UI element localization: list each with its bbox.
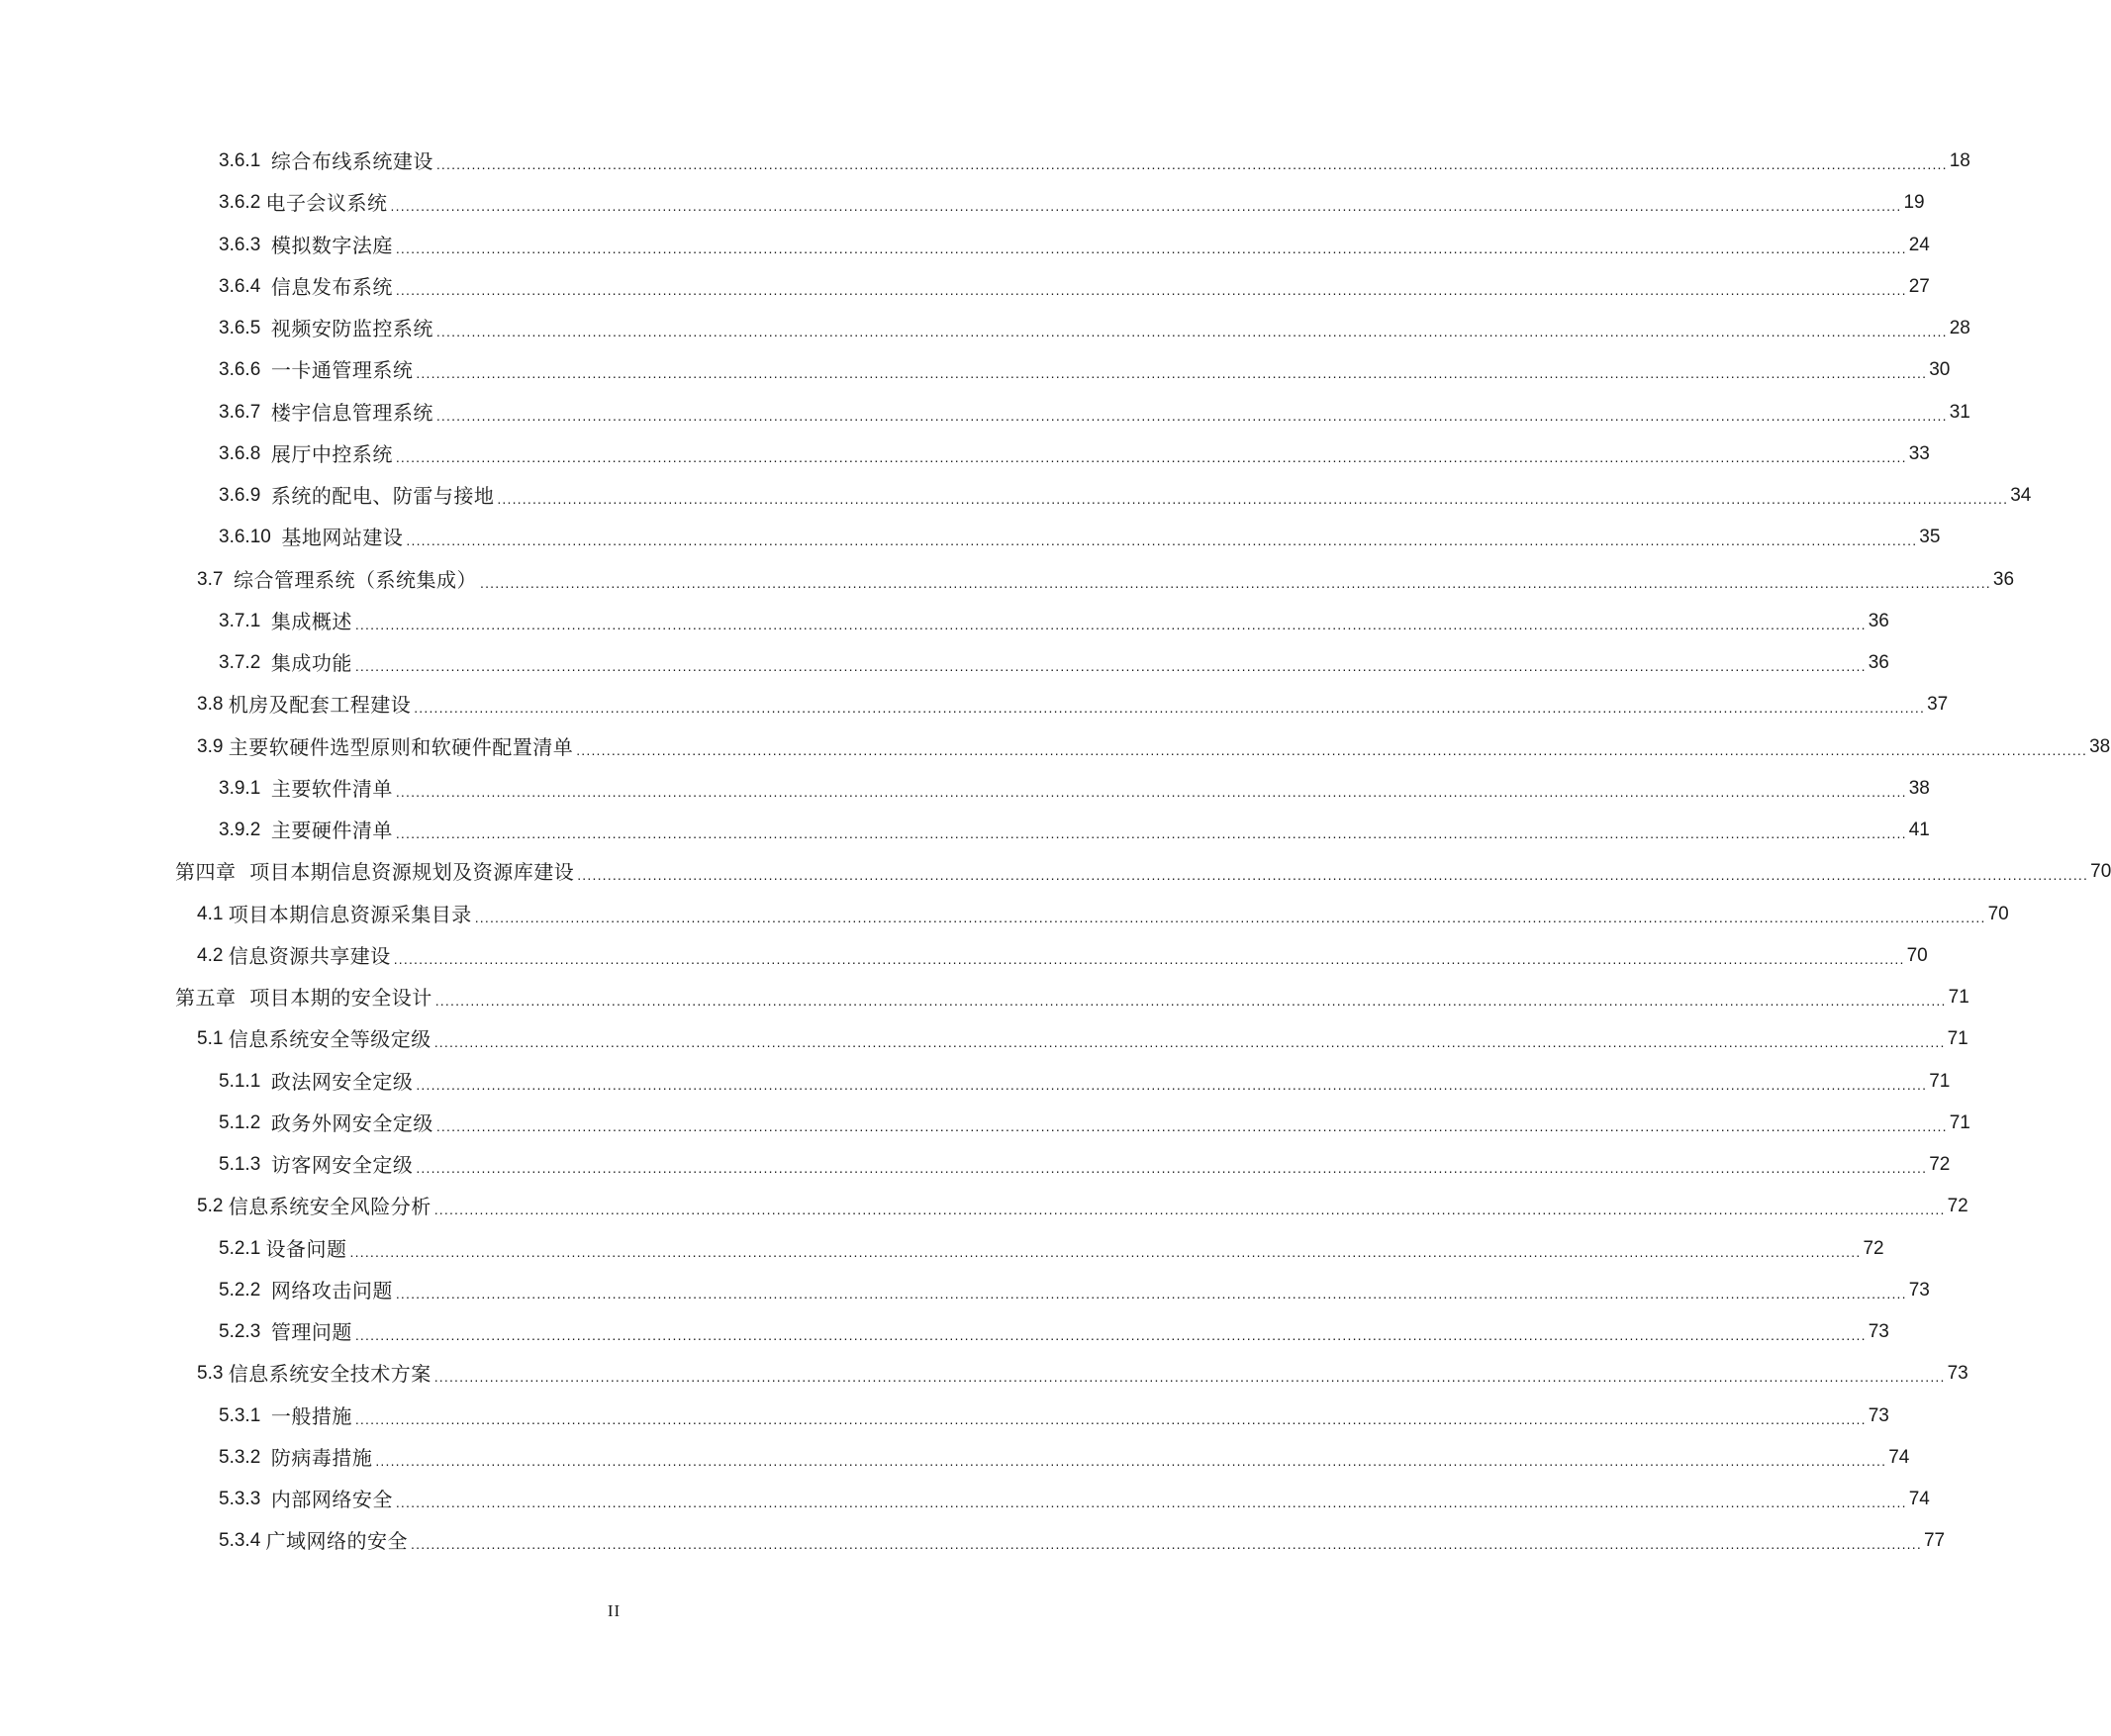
toc-entry-title: 政务外网安全定级 bbox=[270, 1110, 433, 1135]
toc-entry[interactable] bbox=[0, 274, 1930, 317]
toc-entry[interactable] bbox=[0, 1403, 1889, 1446]
toc-entry[interactable] bbox=[0, 317, 1970, 358]
toc-entry[interactable] bbox=[0, 1320, 1889, 1362]
toc-dot-leader: ............................................................................................................................................................................................................................................................................................................ bbox=[416, 365, 1928, 382]
toc-entry-title: 综合管理系统（系统集成） bbox=[233, 567, 477, 592]
toc-entry-title: 模拟数字法庭 bbox=[270, 233, 393, 257]
toc-dot-leader: ............................................................................................................................................................................................................................................................................................................ bbox=[416, 1076, 1928, 1093]
toc-entry-number: 3.9.2 bbox=[219, 820, 271, 840]
toc-entry-title: 一般措施 bbox=[270, 1403, 352, 1428]
toc-entry-number: 5.2 bbox=[197, 1196, 229, 1217]
toc-entry-title: 信息系统安全风险分析 bbox=[228, 1195, 432, 1219]
toc-entry-page: 71 bbox=[1929, 1070, 1951, 1092]
toc-entry-number: 3.7.1 bbox=[219, 610, 271, 631]
toc-entry[interactable] bbox=[0, 567, 2015, 610]
toc-entry[interactable] bbox=[0, 693, 1949, 734]
toc-entry-number: 3.6.2 bbox=[219, 192, 266, 214]
toc-entry-number: 5.1.3 bbox=[219, 1154, 271, 1175]
toc-dot-leader: ............................................................................................................................................................................................................................................................................................................ bbox=[375, 1452, 1887, 1469]
toc-dot-leader: ............................................................................................................................................................................................................................................................................................................ bbox=[433, 1369, 1946, 1386]
toc-entry-page: 70 bbox=[1906, 944, 1928, 966]
toc-dot-leader: ............................................................................................................................................................................................................................................................................................................ bbox=[435, 407, 1948, 424]
toc-dot-leader: ............................................................................................................................................................................................................................................................................................................ bbox=[349, 1243, 1862, 1260]
toc-entry-page: 71 bbox=[1948, 987, 1969, 1008]
toc-entry-page: 18 bbox=[1949, 150, 1970, 171]
toc-entry-title: 设备问题 bbox=[265, 1236, 347, 1261]
toc-dot-leader: ............................................................................................................................................................................................................................................................................................................ bbox=[395, 1285, 1907, 1302]
toc-entry-page: 37 bbox=[1927, 694, 1949, 716]
toc-entry-number: 5.3.2 bbox=[219, 1446, 271, 1468]
toc-entry[interactable] bbox=[0, 484, 2032, 526]
toc-entry-title: 信息发布系统 bbox=[270, 274, 393, 299]
toc-dot-leader: ............................................................................................................................................................................................................................................................................................................ bbox=[354, 1410, 1867, 1427]
toc-entry-title: 系统的配电、防雷与接地 bbox=[270, 484, 495, 508]
toc-entry-number: 3.6.10 bbox=[219, 527, 282, 548]
toc-entry-title: 防病毒措施 bbox=[270, 1445, 373, 1470]
toc-dot-leader: ............................................................................................................................................................................................................................................................................................................ bbox=[416, 1160, 1928, 1176]
toc-entry-number: 3.6.1 bbox=[219, 150, 271, 171]
toc-entry-page: 33 bbox=[1908, 442, 1930, 464]
toc-entry-title: 电子会议系统 bbox=[265, 191, 388, 216]
toc-dot-leader: ............................................................................................................................................................................................................................................................................................................ bbox=[395, 448, 1907, 465]
toc-dot-leader: ............................................................................................................................................................................................................................................................................................................ bbox=[434, 993, 1947, 1009]
toc-dot-leader: ............................................................................................................................................................................................................................................................................................................ bbox=[479, 574, 1991, 591]
toc-entry-number: 5.2.1 bbox=[219, 1237, 266, 1259]
toc-entry-page: 35 bbox=[1919, 527, 1941, 548]
toc-dot-leader: ............................................................................................................................................................................................................................................................................................................ bbox=[395, 825, 1907, 841]
toc-entry-title: 信息资源共享建设 bbox=[228, 943, 391, 968]
toc-entry-number: 3.6.6 bbox=[219, 359, 271, 381]
toc-entry-title: 内部网络安全 bbox=[270, 1488, 393, 1511]
toc-dot-leader: ............................................................................................................................................................................................................................................................................................................ bbox=[497, 491, 2009, 507]
toc-entry-page: 27 bbox=[1908, 275, 1930, 297]
toc-entry-title: 信息系统安全等级定级 bbox=[228, 1027, 432, 1052]
toc-dot-leader: ............................................................................................................................................................................................................................................................................................................ bbox=[433, 1034, 1946, 1051]
toc-entry[interactable] bbox=[0, 526, 1941, 567]
toc-entry-page: 73 bbox=[1868, 1321, 1889, 1342]
toc-entry-page: 77 bbox=[1923, 1530, 1946, 1552]
toc-entry-page: 74 bbox=[1888, 1446, 1910, 1468]
toc-entry-number: 3.7 bbox=[197, 568, 234, 590]
toc-entry-number: 5.3.3 bbox=[219, 1489, 271, 1509]
toc-entry[interactable] bbox=[0, 776, 1930, 819]
toc-entry-title: 项目本期信息资源采集目录 bbox=[228, 902, 472, 926]
toc-entry-title: 广域网络的安全 bbox=[265, 1529, 409, 1554]
toc-entry-page: 41 bbox=[1908, 820, 1930, 840]
toc-entry[interactable] bbox=[0, 1027, 1968, 1069]
toc-entry-title: 主要硬件清单 bbox=[270, 819, 393, 842]
toc-entry-title: 机房及配套工程建设 bbox=[228, 693, 412, 718]
toc-entry-title: 访客网安全定级 bbox=[270, 1153, 414, 1177]
toc-entry[interactable] bbox=[0, 441, 1930, 484]
toc-entry-number: 5.2.3 bbox=[219, 1321, 271, 1342]
toc-entry[interactable] bbox=[0, 1445, 1910, 1488]
toc-dot-leader: ............................................................................................................................................................................................................................................................................................................ bbox=[395, 281, 1907, 298]
toc-entry-page: 70 bbox=[2090, 861, 2111, 883]
toc-entry[interactable] bbox=[0, 1529, 1946, 1571]
toc-dot-leader: ............................................................................................................................................................................................................................................................................................................ bbox=[354, 658, 1867, 674]
toc-entry-number: 5.1.1 bbox=[219, 1070, 271, 1092]
toc-entry-page: 70 bbox=[1987, 903, 2009, 924]
toc-entry-page: 72 bbox=[1947, 1196, 1968, 1217]
toc-entry-page: 74 bbox=[1908, 1489, 1930, 1509]
toc-entry-title: 政法网安全定级 bbox=[270, 1069, 414, 1094]
toc-entry-page: 36 bbox=[1992, 568, 2015, 590]
toc-entry-page: 28 bbox=[1949, 318, 1970, 338]
toc-entry-page: 38 bbox=[2089, 735, 2111, 757]
toc-entry[interactable] bbox=[0, 1195, 1968, 1236]
toc-entry[interactable] bbox=[0, 986, 1969, 1027]
toc-entry-page: 72 bbox=[1929, 1154, 1951, 1175]
toc-entry-title: 第五章 项目本期的安全设计 bbox=[175, 986, 432, 1010]
toc-entry[interactable] bbox=[0, 651, 1889, 693]
toc-entry-number: 3.8 bbox=[197, 694, 229, 716]
toc-entry-title: 集成功能 bbox=[270, 651, 352, 675]
toc-dot-leader: ............................................................................................................................................................................................................................................................................................................ bbox=[354, 616, 1867, 632]
toc-entry-title: 管理问题 bbox=[270, 1320, 352, 1344]
toc-dot-leader: ............................................................................................................................................................................................................................................................................................................ bbox=[433, 1202, 1946, 1218]
toc-dot-leader: ............................................................................................................................................................................................................................................................................................................ bbox=[414, 700, 1926, 717]
toc-entry-number: 5.1.2 bbox=[219, 1111, 271, 1133]
toc-entry-page: 36 bbox=[1868, 652, 1889, 673]
toc-entry-number: 4.1 bbox=[197, 903, 229, 924]
toc-entry-number: 3.6.3 bbox=[219, 234, 271, 255]
toc-entry[interactable] bbox=[0, 1488, 1930, 1529]
toc-entry[interactable] bbox=[0, 1278, 1930, 1320]
toc-dot-leader: ............................................................................................................................................................................................................................................................................................................ bbox=[390, 198, 1902, 215]
toc-entry-title: 一卡通管理系统 bbox=[270, 358, 414, 383]
table-of-contents bbox=[0, 149, 2111, 1572]
toc-entry-number: 3.6.7 bbox=[219, 401, 271, 423]
toc-entry-title: 视频安防监控系统 bbox=[270, 317, 433, 340]
toc-entry-page: 73 bbox=[1868, 1404, 1889, 1426]
toc-dot-leader: ............................................................................................................................................................................................................................................................................................................ bbox=[435, 1117, 1948, 1134]
toc-entry-page: 71 bbox=[1947, 1028, 1968, 1050]
toc-entry-page: 38 bbox=[1908, 777, 1930, 799]
toc-entry-page: 31 bbox=[1949, 401, 1970, 423]
toc-entry[interactable] bbox=[0, 1153, 1951, 1195]
toc-entry-title: 展厅中控系统 bbox=[270, 441, 393, 466]
toc-dot-leader: ............................................................................................................................................................................................................................................................................................................ bbox=[393, 950, 1905, 967]
toc-entry[interactable] bbox=[0, 902, 2009, 944]
toc-dot-leader: ............................................................................................................................................................................................................................................................................................................ bbox=[354, 1327, 1867, 1343]
toc-entry-title: 基地网站建设 bbox=[281, 526, 404, 550]
toc-entry-number: 5.3.1 bbox=[219, 1404, 271, 1426]
toc-entry-number: 3.6.4 bbox=[219, 275, 271, 297]
toc-dot-leader: ............................................................................................................................................................................................................................................................................................................ bbox=[474, 909, 1986, 925]
toc-entry[interactable] bbox=[0, 734, 2111, 777]
toc-entry-page: 72 bbox=[1863, 1237, 1884, 1259]
toc-entry-title: 综合布线系统建设 bbox=[270, 149, 433, 173]
toc-dot-leader: ............................................................................................................................................................................................................................................................................................................ bbox=[395, 1495, 1907, 1510]
toc-entry-number: 3.6.9 bbox=[219, 485, 271, 506]
toc-entry-title: 信息系统安全技术方案 bbox=[228, 1362, 432, 1387]
toc-entry-title: 集成概述 bbox=[270, 609, 352, 633]
toc-dot-leader: ............................................................................................................................................................................................................................................................................................................ bbox=[577, 867, 2089, 884]
toc-entry-number: 5.3 bbox=[197, 1363, 229, 1385]
toc-entry-page: 24 bbox=[1908, 234, 1930, 255]
toc-entry-number: 5.2.2 bbox=[219, 1279, 271, 1301]
toc-entry[interactable] bbox=[0, 860, 2111, 902]
toc-dot-leader: ............................................................................................................................................................................................................................................................................................................ bbox=[576, 741, 2088, 758]
toc-entry[interactable] bbox=[0, 1362, 1968, 1403]
toc-entry-number: 3.6.5 bbox=[219, 318, 271, 338]
toc-entry-number: 5.1 bbox=[197, 1028, 229, 1050]
toc-dot-leader: ............................................................................................................................................................................................................................................................................................................ bbox=[435, 156, 1948, 172]
toc-entry-number: 4.2 bbox=[197, 944, 229, 966]
toc-entry-page: 36 bbox=[1868, 610, 1889, 631]
toc-entry-number: 3.9.1 bbox=[219, 777, 271, 799]
toc-entry[interactable] bbox=[0, 1110, 1970, 1153]
toc-entry[interactable] bbox=[0, 358, 1951, 400]
toc-dot-leader: ............................................................................................................................................................................................................................................................................................................ bbox=[395, 783, 1907, 800]
toc-entry[interactable] bbox=[0, 149, 1970, 191]
toc-entry[interactable] bbox=[0, 609, 1889, 651]
toc-entry[interactable] bbox=[0, 1069, 1951, 1111]
toc-entry-title: 第四章 项目本期信息资源规划及资源库建设 bbox=[175, 860, 575, 885]
toc-entry-page: 73 bbox=[1947, 1363, 1968, 1385]
toc-entry-number: 3.6.8 bbox=[219, 442, 271, 464]
toc-entry-title: 主要软硬件选型原则和软硬件配置清单 bbox=[228, 734, 574, 759]
toc-dot-leader: ............................................................................................................................................................................................................................................................................................................ bbox=[435, 324, 1948, 339]
toc-entry-title: 楼宇信息管理系统 bbox=[270, 400, 433, 425]
toc-entry-title: 主要软件清单 bbox=[270, 776, 393, 801]
toc-dot-leader: ............................................................................................................................................................................................................................................................................................................ bbox=[406, 532, 1918, 549]
toc-entry-page: 30 bbox=[1929, 359, 1951, 381]
toc-dot-leader: ............................................................................................................................................................................................................................................................................................................ bbox=[411, 1536, 1922, 1553]
toc-entry[interactable] bbox=[0, 233, 1930, 275]
toc-entry-page: 34 bbox=[2010, 485, 2032, 506]
toc-entry-page: 73 bbox=[1908, 1279, 1930, 1301]
page-number: II bbox=[607, 1601, 622, 1620]
toc-entry-number: 3.7.2 bbox=[219, 652, 271, 673]
toc-entry-number: 5.3.4 bbox=[219, 1530, 266, 1552]
toc-entry[interactable] bbox=[0, 191, 1925, 233]
toc-entry-page: 19 bbox=[1903, 192, 1925, 214]
toc-entry-page: 71 bbox=[1949, 1111, 1970, 1133]
toc-entry-title: 网络攻击问题 bbox=[270, 1278, 393, 1302]
toc-entry[interactable] bbox=[0, 1236, 1884, 1279]
toc-entry-number: 3.9 bbox=[197, 735, 229, 757]
toc-entry[interactable] bbox=[0, 819, 1930, 860]
toc-entry[interactable] bbox=[0, 943, 1928, 986]
toc-entry[interactable] bbox=[0, 400, 1970, 442]
toc-dot-leader: ............................................................................................................................................................................................................................................................................................................ bbox=[395, 240, 1907, 256]
